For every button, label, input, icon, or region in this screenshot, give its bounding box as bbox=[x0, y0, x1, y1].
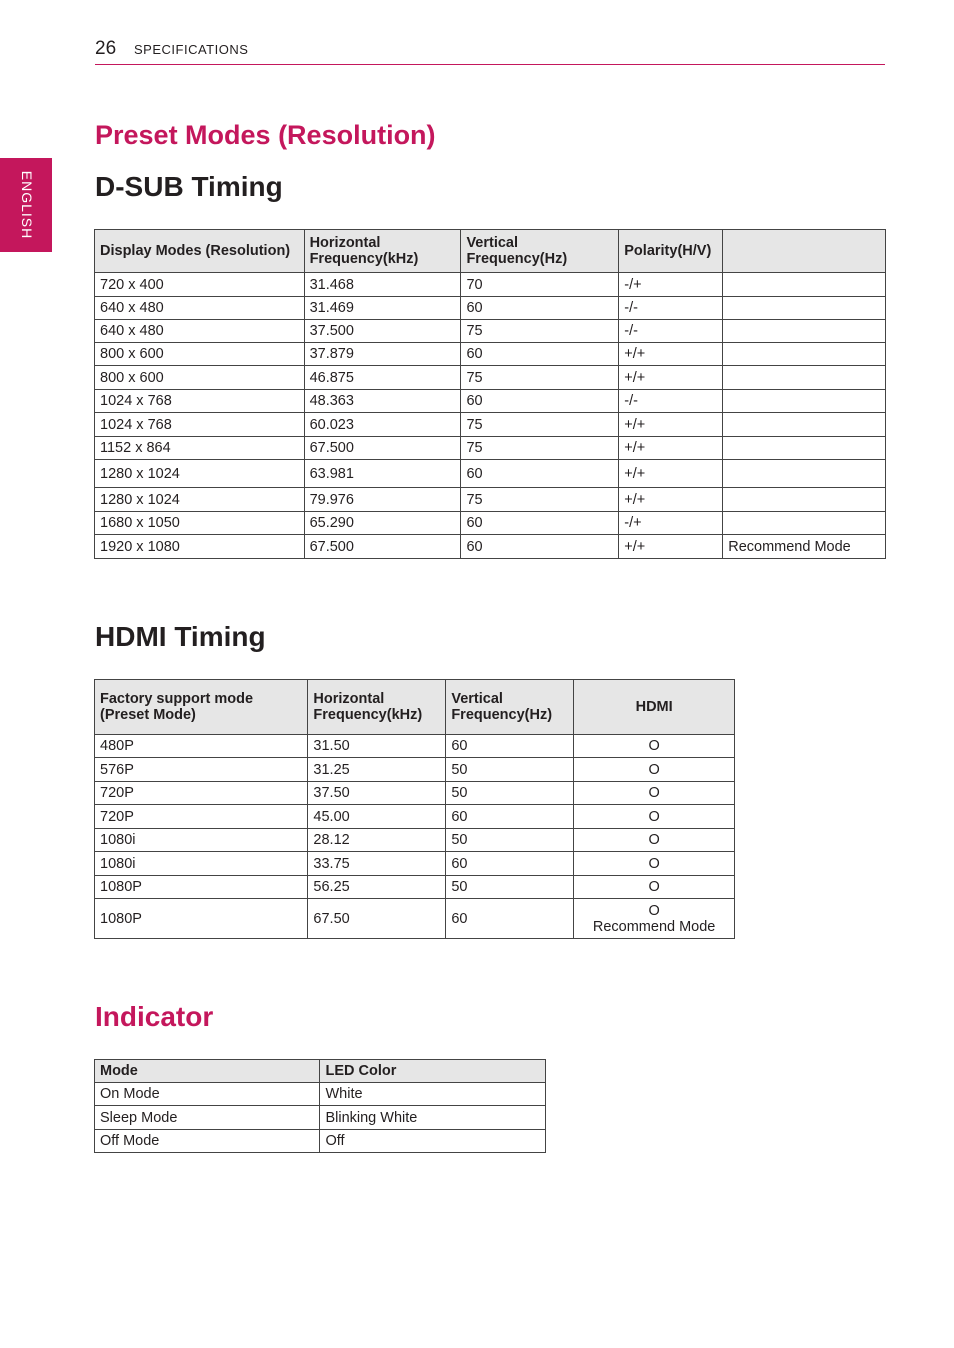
hdmi-timing-title: HDMI Timing bbox=[95, 621, 266, 652]
table-row bbox=[95, 899, 735, 939]
table-cell: 48.363 bbox=[304, 390, 461, 413]
table-cell: White bbox=[320, 1083, 546, 1106]
table-cell: Recommend Mode bbox=[723, 535, 886, 559]
column-header: Factory support mode (Preset Mode) bbox=[95, 680, 308, 735]
table-cell bbox=[723, 413, 886, 437]
table-cell: 50 bbox=[446, 758, 574, 782]
column-header: Vertical Frequency(Hz) bbox=[446, 680, 574, 735]
table-cell: 60 bbox=[461, 512, 619, 535]
table-cell: Off bbox=[320, 1130, 546, 1153]
column-header bbox=[723, 230, 886, 273]
table-row bbox=[95, 1083, 546, 1106]
table-cell: 60 bbox=[461, 390, 619, 413]
table-cell bbox=[723, 273, 886, 297]
table-cell: 63.981 bbox=[304, 460, 461, 488]
table-cell: 60 bbox=[446, 735, 574, 758]
table-cell: 75 bbox=[461, 413, 619, 437]
hdmi-support-mark: O bbox=[648, 902, 660, 919]
table-cell: 67.500 bbox=[304, 437, 461, 460]
table-cell: -/- bbox=[619, 390, 723, 413]
table-cell: +/+ bbox=[619, 343, 723, 366]
table-cell: 50 bbox=[446, 782, 574, 805]
table-header-row bbox=[95, 680, 735, 735]
column-header: Polarity(H/V) bbox=[619, 230, 723, 273]
table-row bbox=[95, 460, 886, 488]
table-cell: 45.00 bbox=[308, 805, 446, 829]
table-cell: 37.879 bbox=[304, 343, 461, 366]
table-cell: 75 bbox=[461, 488, 619, 512]
dsub-timing-title: D-SUB Timing bbox=[95, 171, 283, 202]
table-cell: -/- bbox=[619, 320, 723, 343]
table-row bbox=[95, 876, 735, 899]
table-cell: 37.500 bbox=[304, 320, 461, 343]
dsub-timing-table bbox=[94, 229, 886, 559]
table-cell: O bbox=[574, 782, 735, 805]
page-number: 26 bbox=[95, 38, 117, 59]
table-cell: 56.25 bbox=[308, 876, 446, 899]
table-cell: 640 x 480 bbox=[95, 297, 305, 320]
table-row bbox=[95, 320, 886, 343]
table-row bbox=[95, 829, 735, 852]
table-cell: +/+ bbox=[619, 535, 723, 559]
table-cell: -/- bbox=[619, 297, 723, 320]
column-header: Horizontal Frequency(kHz) bbox=[308, 680, 446, 735]
table-cell bbox=[723, 390, 886, 413]
table-cell: 46.875 bbox=[304, 366, 461, 390]
table-cell: 576P bbox=[95, 758, 308, 782]
table-cell: O bbox=[574, 805, 735, 829]
table-row bbox=[95, 297, 886, 320]
table-row bbox=[95, 343, 886, 366]
table-cell: 800 x 600 bbox=[95, 343, 305, 366]
table-header-row bbox=[95, 230, 886, 273]
table-cell: O bbox=[574, 852, 735, 876]
table-cell: 60 bbox=[461, 297, 619, 320]
table-cell: 60 bbox=[446, 805, 574, 829]
table-cell: 1080P bbox=[95, 876, 308, 899]
table-cell: 1080i bbox=[95, 829, 308, 852]
column-header: Mode bbox=[95, 1060, 320, 1083]
indicator-title: Indicator bbox=[95, 1001, 214, 1032]
table-cell: 75 bbox=[461, 366, 619, 390]
table-cell: 33.75 bbox=[308, 852, 446, 876]
table-cell: 1680 x 1050 bbox=[95, 512, 305, 535]
table-cell: 31.50 bbox=[308, 735, 446, 758]
column-header: Display Modes (Resolution) bbox=[95, 230, 305, 273]
table-cell: 75 bbox=[461, 320, 619, 343]
table-cell: O bbox=[574, 758, 735, 782]
table-cell: O bbox=[574, 735, 735, 758]
table-cell: 37.50 bbox=[308, 782, 446, 805]
table-cell: 720P bbox=[95, 782, 308, 805]
table-header-row bbox=[95, 1060, 546, 1083]
table-cell: 67.50 bbox=[308, 899, 446, 939]
table-cell bbox=[574, 899, 735, 939]
table-cell: 60 bbox=[461, 535, 619, 559]
table-cell bbox=[723, 343, 886, 366]
table-cell bbox=[723, 320, 886, 343]
table-cell bbox=[723, 460, 886, 488]
table-row bbox=[95, 488, 886, 512]
table-row bbox=[95, 852, 735, 876]
table-cell: 1920 x 1080 bbox=[95, 535, 305, 559]
preset-modes-title: Preset Modes (Resolution) bbox=[95, 120, 436, 150]
table-cell: Blinking White bbox=[320, 1106, 546, 1130]
table-row bbox=[95, 805, 735, 829]
table-cell bbox=[723, 297, 886, 320]
table-cell: 1024 x 768 bbox=[95, 390, 305, 413]
table-cell: 60.023 bbox=[304, 413, 461, 437]
table-cell: 1152 x 864 bbox=[95, 437, 305, 460]
table-cell bbox=[723, 488, 886, 512]
table-cell: O bbox=[574, 829, 735, 852]
table-cell: 79.976 bbox=[304, 488, 461, 512]
language-tab bbox=[0, 158, 52, 252]
table-cell: On Mode bbox=[95, 1083, 320, 1106]
table-row bbox=[95, 758, 735, 782]
table-cell: 65.290 bbox=[304, 512, 461, 535]
table-cell: 60 bbox=[461, 343, 619, 366]
table-cell: 31.469 bbox=[304, 297, 461, 320]
table-cell: +/+ bbox=[619, 460, 723, 488]
table-cell: 800 x 600 bbox=[95, 366, 305, 390]
table-row bbox=[95, 273, 886, 297]
column-header: Horizontal Frequency(kHz) bbox=[304, 230, 461, 273]
page-header bbox=[95, 38, 885, 65]
table-cell: 1280 x 1024 bbox=[95, 460, 305, 488]
table-row bbox=[95, 735, 735, 758]
section-name: SPECIFICATIONS bbox=[134, 42, 249, 57]
table-cell bbox=[723, 437, 886, 460]
table-cell: 720 x 400 bbox=[95, 273, 305, 297]
table-row bbox=[95, 413, 886, 437]
table-cell: 1080P bbox=[95, 899, 308, 939]
table-row bbox=[95, 535, 886, 559]
table-row bbox=[95, 1130, 546, 1153]
table-cell: 1080i bbox=[95, 852, 308, 876]
recommend-mode-note: Recommend Mode bbox=[592, 918, 716, 935]
table-cell: 70 bbox=[461, 273, 619, 297]
table-cell: 1280 x 1024 bbox=[95, 488, 305, 512]
table-cell: Sleep Mode bbox=[95, 1106, 320, 1130]
table-cell: +/+ bbox=[619, 413, 723, 437]
table-row bbox=[95, 366, 886, 390]
table-cell: 60 bbox=[446, 899, 574, 939]
table-cell: 31.25 bbox=[308, 758, 446, 782]
table-cell: +/+ bbox=[619, 488, 723, 512]
table-cell: 480P bbox=[95, 735, 308, 758]
table-cell: 50 bbox=[446, 876, 574, 899]
table-row bbox=[95, 390, 886, 413]
table-cell: 75 bbox=[461, 437, 619, 460]
table-cell: 720P bbox=[95, 805, 308, 829]
table-cell: O bbox=[574, 876, 735, 899]
column-header: LED Color bbox=[320, 1060, 546, 1083]
table-cell: -/+ bbox=[619, 273, 723, 297]
hdmi-timing-table bbox=[94, 679, 735, 939]
indicator-table bbox=[94, 1059, 546, 1153]
table-cell: 640 x 480 bbox=[95, 320, 305, 343]
table-cell: +/+ bbox=[619, 366, 723, 390]
table-row bbox=[95, 1106, 546, 1130]
table-row bbox=[95, 512, 886, 535]
table-cell: 28.12 bbox=[308, 829, 446, 852]
table-row bbox=[95, 437, 886, 460]
column-header: HDMI bbox=[574, 680, 735, 735]
table-cell: +/+ bbox=[619, 437, 723, 460]
table-cell bbox=[723, 366, 886, 390]
table-cell: 1024 x 768 bbox=[95, 413, 305, 437]
table-cell bbox=[723, 512, 886, 535]
table-cell: -/+ bbox=[619, 512, 723, 535]
table-cell: Off Mode bbox=[95, 1130, 320, 1153]
table-cell: 50 bbox=[446, 829, 574, 852]
table-cell: 31.468 bbox=[304, 273, 461, 297]
column-header: Vertical Frequency(Hz) bbox=[461, 230, 619, 273]
table-cell: 67.500 bbox=[304, 535, 461, 559]
table-cell: 60 bbox=[446, 852, 574, 876]
language-tab-label: ENGLISH bbox=[19, 170, 35, 240]
table-cell: 60 bbox=[461, 460, 619, 488]
table-row bbox=[95, 782, 735, 805]
